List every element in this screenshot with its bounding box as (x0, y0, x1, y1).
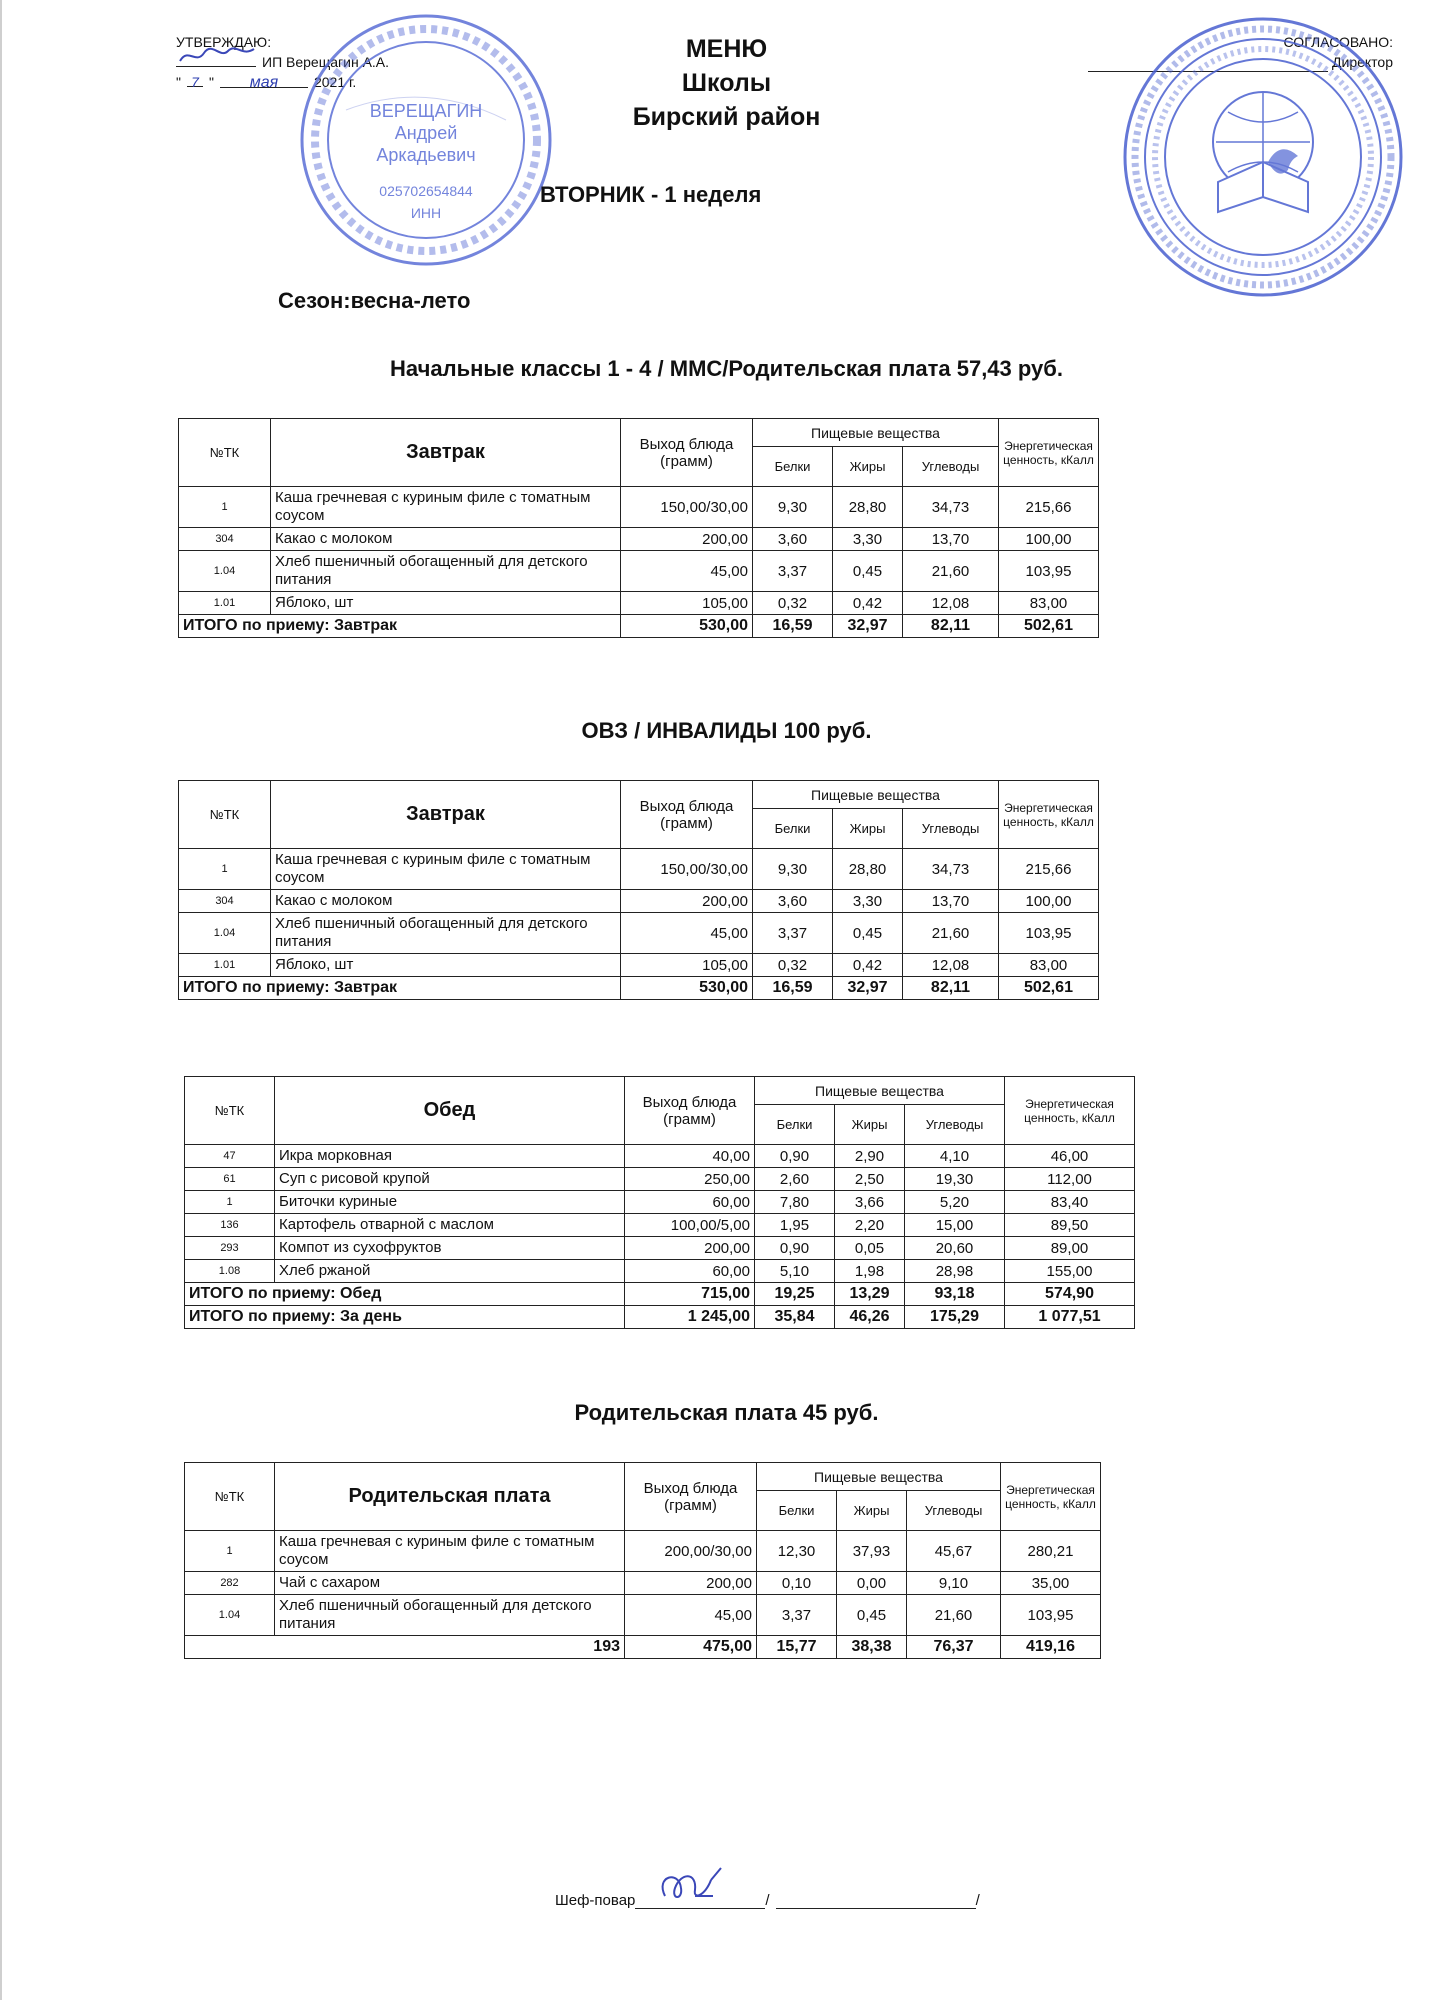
cell-energy: 46,00 (1005, 1145, 1135, 1168)
cell-output: 200,00 (621, 528, 753, 551)
cell-no: 1.01 (179, 954, 271, 977)
cell-proteins: 9,30 (753, 849, 833, 890)
table-row (179, 849, 1099, 890)
cell-carbs: 28,98 (905, 1260, 1005, 1283)
col-energy: Энергетическая ценность, кКалл (999, 419, 1099, 487)
cell-name: Хлеб пшеничный обогащенный для детского питания (271, 913, 621, 954)
approve-label: УТВЕРЖДАЮ: (176, 34, 272, 50)
cell-carbs: 4,10 (905, 1145, 1005, 1168)
col-nutrients: Пищевые вещества (753, 781, 999, 809)
cell-fats: 1,98 (835, 1260, 905, 1283)
section-heading-parental: Родительская плата 45 руб. (574, 1400, 879, 1425)
total-label: 193 (185, 1636, 625, 1659)
day-total-energy: 1 077,51 (1005, 1306, 1135, 1329)
total-proteins: 16,59 (753, 977, 833, 1000)
cell-fats: 3,66 (835, 1191, 905, 1214)
table-row (185, 1214, 1135, 1237)
cell-name: Хлеб пшеничный обогащенный для детского питания (275, 1595, 625, 1636)
total-output: 475,00 (625, 1636, 757, 1659)
cell-energy: 280,21 (1001, 1531, 1101, 1572)
col-output: Выход блюда (грамм) (625, 1077, 755, 1145)
table-row (185, 1531, 1101, 1572)
table-row (179, 954, 1099, 977)
meal-title: Завтрак (271, 781, 621, 849)
cell-energy: 215,66 (999, 849, 1099, 890)
cell-carbs: 34,73 (903, 487, 999, 528)
col-proteins: Белки (755, 1105, 835, 1145)
title-line-2: Школы (681, 69, 772, 97)
cell-carbs: 19,30 (905, 1168, 1005, 1191)
total-energy: 574,90 (1005, 1283, 1135, 1306)
col-proteins: Белки (753, 809, 833, 849)
header-row (179, 781, 1099, 809)
cell-output: 250,00 (625, 1168, 755, 1191)
table-row (179, 551, 1099, 592)
cell-proteins: 9,30 (753, 487, 833, 528)
col-nutrients: Пищевые вещества (753, 419, 999, 447)
cell-output: 200,00 (625, 1237, 755, 1260)
cell-name: Какао с молоком (271, 890, 621, 913)
cell-proteins: 0,32 (753, 592, 833, 615)
col-carbs: Углеводы (903, 809, 999, 849)
cell-fats: 0,42 (833, 954, 903, 977)
agree-label: СОГЛАСОВАНО: (1283, 34, 1393, 50)
header-row (179, 419, 1099, 447)
col-energy: Энергетическая ценность, кКалл (999, 781, 1099, 849)
cell-name: Каша гречневая с куриным филе с томатным соусом (271, 849, 621, 890)
chef-slash-end: / (975, 1892, 980, 1909)
total-proteins: 19,25 (755, 1283, 835, 1306)
cell-output: 45,00 (625, 1595, 757, 1636)
cell-output: 45,00 (621, 913, 753, 954)
cell-output: 105,00 (621, 592, 753, 615)
cell-carbs: 15,00 (905, 1214, 1005, 1237)
season-heading: Сезон:весна-лето (278, 288, 471, 313)
col-carbs: Углеводы (903, 447, 999, 487)
cell-name: Яблоко, шт (271, 954, 621, 977)
col-proteins: Белки (757, 1491, 837, 1531)
cell-no: 61 (185, 1168, 275, 1191)
table-row (185, 1572, 1101, 1595)
col-fats: Жиры (833, 809, 903, 849)
total-energy: 502,61 (999, 977, 1099, 1000)
stamp-inn-label: ИНН (410, 205, 442, 221)
total-fats: 32,97 (833, 615, 903, 638)
cell-proteins: 3,60 (753, 890, 833, 913)
cell-fats: 0,05 (835, 1237, 905, 1260)
total-row (185, 1283, 1135, 1306)
cell-output: 105,00 (621, 954, 753, 977)
date-day: 7 (187, 72, 203, 87)
cell-carbs: 20,60 (905, 1237, 1005, 1260)
cell-name: Икра морковная (275, 1145, 625, 1168)
cell-fats: 3,30 (833, 528, 903, 551)
table-row (185, 1191, 1135, 1214)
cell-fats: 2,50 (835, 1168, 905, 1191)
cell-name: Каша гречневая с куриным филе с томатным соусом (271, 487, 621, 528)
cell-output: 60,00 (625, 1191, 755, 1214)
menu-table-primary-breakfast (178, 418, 1099, 638)
day-total-fats: 46,26 (835, 1306, 905, 1329)
col-energy: Энергетическая ценность, кКалл (1001, 1463, 1101, 1531)
col-energy: Энергетическая ценность, кКалл (1005, 1077, 1135, 1145)
cell-energy: 100,00 (999, 890, 1099, 913)
cell-energy: 83,00 (999, 592, 1099, 615)
col-fats: Жиры (837, 1491, 907, 1531)
date-quote-open: " (176, 74, 181, 90)
school-seal-icon (1118, 12, 1408, 302)
col-fats: Жиры (835, 1105, 905, 1145)
col-fats: Жиры (833, 447, 903, 487)
day-total-proteins: 35,84 (755, 1306, 835, 1329)
meal-title: Родительская плата (275, 1463, 625, 1531)
school-stamp (1118, 12, 1408, 302)
cell-carbs: 21,60 (907, 1595, 1001, 1636)
day-total-output: 1 245,00 (625, 1306, 755, 1329)
date-year: 2021 г. (313, 74, 357, 90)
cell-output: 60,00 (625, 1260, 755, 1283)
col-no: №ТК (179, 781, 271, 849)
cell-fats: 0,42 (833, 592, 903, 615)
total-label: ИТОГО по приему: Завтрак (179, 977, 621, 1000)
chef-signature-line (635, 1890, 765, 1909)
stamp-line-1: ВЕРЕЩАГИН (369, 101, 483, 121)
total-label: ИТОГО по приему: Завтрак (179, 615, 621, 638)
cell-name: Картофель отварной с маслом (275, 1214, 625, 1237)
col-carbs: Углеводы (905, 1105, 1005, 1145)
cell-fats: 28,80 (833, 849, 903, 890)
chef-slash: / (765, 1892, 770, 1909)
total-label: ИТОГО по приему: Обед (185, 1283, 625, 1306)
total-proteins: 15,77 (757, 1636, 837, 1659)
section-heading-ovz: ОВЗ / ИНВАЛИДЫ 100 руб. (581, 718, 872, 743)
table-row (179, 528, 1099, 551)
total-output: 530,00 (621, 977, 753, 1000)
cell-no: 1.04 (179, 551, 271, 592)
day-total-row (185, 1306, 1135, 1329)
cell-fats: 0,00 (837, 1572, 907, 1595)
cell-name: Хлеб пшеничный обогащенный для детского питания (271, 551, 621, 592)
cell-no: 1.01 (179, 592, 271, 615)
total-carbs: 82,11 (903, 977, 999, 1000)
cell-output: 40,00 (625, 1145, 755, 1168)
cell-no: 1 (179, 487, 271, 528)
col-proteins: Белки (753, 447, 833, 487)
total-fats: 32,97 (833, 977, 903, 1000)
header-row (185, 1077, 1135, 1105)
cell-output: 45,00 (621, 551, 753, 592)
approver-name: ИП Верещагин А.А. (262, 54, 390, 70)
total-row (179, 977, 1099, 1000)
cell-no: 47 (185, 1145, 275, 1168)
chef-signature-block (555, 1890, 980, 1909)
cell-fats: 3,30 (833, 890, 903, 913)
total-fats: 38,38 (837, 1636, 907, 1659)
cell-energy: 35,00 (1001, 1572, 1101, 1595)
cell-energy: 100,00 (999, 528, 1099, 551)
cell-fats: 0,45 (837, 1595, 907, 1636)
cell-carbs: 45,67 (907, 1531, 1001, 1572)
section-heading-primary: Начальные классы 1 - 4 / ММС/Родительская плата 57,43 руб. (390, 356, 1063, 381)
total-carbs: 82,11 (903, 615, 999, 638)
cell-proteins: 2,60 (755, 1168, 835, 1191)
date-month: мая (220, 73, 308, 88)
cell-proteins: 0,32 (753, 954, 833, 977)
cell-no: 304 (179, 528, 271, 551)
total-energy: 502,61 (999, 615, 1099, 638)
cell-output: 150,00/30,00 (621, 487, 753, 528)
total-output: 715,00 (625, 1283, 755, 1306)
table-row (179, 913, 1099, 954)
col-output: Выход блюда (грамм) (621, 419, 753, 487)
cell-name: Каша гречневая с куриным филе с томатным соусом (275, 1531, 625, 1572)
total-carbs: 93,18 (905, 1283, 1005, 1306)
cell-output: 150,00/30,00 (621, 849, 753, 890)
chef-label: Шеф-повар (555, 1892, 636, 1909)
meal-title: Обед (275, 1077, 625, 1145)
cell-name: Яблоко, шт (271, 592, 621, 615)
cell-carbs: 12,08 (903, 592, 999, 615)
title-line-3: Бирский район (632, 103, 821, 131)
col-nutrients: Пищевые вещества (757, 1463, 1001, 1491)
cell-fats: 0,45 (833, 913, 903, 954)
cell-name: Какао с молоком (271, 528, 621, 551)
cell-no: 1 (179, 849, 271, 890)
cell-fats: 37,93 (837, 1531, 907, 1572)
day-total-carbs: 175,29 (905, 1306, 1005, 1329)
cell-carbs: 13,70 (903, 528, 999, 551)
cell-no: 136 (185, 1214, 275, 1237)
date-quote-close: " (208, 74, 214, 90)
cell-output: 100,00/5,00 (625, 1214, 755, 1237)
cell-energy: 83,40 (1005, 1191, 1135, 1214)
meal-title: Завтрак (271, 419, 621, 487)
scan-edge (0, 0, 2, 2000)
agree-role: Директор (1332, 54, 1393, 70)
col-nutrients: Пищевые вещества (755, 1077, 1005, 1105)
cell-energy: 103,95 (999, 551, 1099, 592)
total-fats: 13,29 (835, 1283, 905, 1306)
cell-proteins: 3,37 (753, 551, 833, 592)
menu-table-parental (184, 1462, 1101, 1659)
cell-carbs: 9,10 (907, 1572, 1001, 1595)
table-row (185, 1237, 1135, 1260)
cell-no: 1.04 (185, 1595, 275, 1636)
cell-fats: 28,80 (833, 487, 903, 528)
total-proteins: 16,59 (753, 615, 833, 638)
col-carbs: Углеводы (907, 1491, 1001, 1531)
cell-output: 200,00/30,00 (625, 1531, 757, 1572)
title-line-1: МЕНЮ (685, 35, 768, 63)
cell-carbs: 13,70 (903, 890, 999, 913)
table-row (185, 1145, 1135, 1168)
cell-proteins: 3,37 (757, 1595, 837, 1636)
chef-name-line (776, 1890, 976, 1909)
cell-no: 1.04 (179, 913, 271, 954)
cell-carbs: 34,73 (903, 849, 999, 890)
header-row (185, 1463, 1101, 1491)
cell-energy: 103,95 (999, 913, 1099, 954)
cell-energy: 89,00 (1005, 1237, 1135, 1260)
cell-proteins: 0,90 (755, 1145, 835, 1168)
cell-no: 1.08 (185, 1260, 275, 1283)
cell-carbs: 21,60 (903, 551, 999, 592)
table-row (179, 890, 1099, 913)
cell-energy: 215,66 (999, 487, 1099, 528)
cell-fats: 0,45 (833, 551, 903, 592)
cell-fats: 2,90 (835, 1145, 905, 1168)
cell-no: 304 (179, 890, 271, 913)
cell-proteins: 7,80 (755, 1191, 835, 1214)
cell-proteins: 5,10 (755, 1260, 835, 1283)
cell-energy: 103,95 (1001, 1595, 1101, 1636)
cell-proteins: 3,37 (753, 913, 833, 954)
total-energy: 419,16 (1001, 1636, 1101, 1659)
cell-name: Хлеб ржаной (275, 1260, 625, 1283)
cell-name: Чай с сахаром (275, 1572, 625, 1595)
table-row (185, 1260, 1135, 1283)
cell-no: 282 (185, 1572, 275, 1595)
col-no: №ТК (185, 1463, 275, 1531)
cell-energy: 112,00 (1005, 1168, 1135, 1191)
day-heading: ВТОРНИК - 1 неделя (540, 182, 762, 207)
stamp-line-3: Аркадьевич (376, 145, 476, 165)
cell-proteins: 0,90 (755, 1237, 835, 1260)
cell-energy: 155,00 (1005, 1260, 1135, 1283)
chef-signature-icon (635, 1866, 765, 1906)
cell-name: Биточки куриные (275, 1191, 625, 1214)
cell-no: 1 (185, 1191, 275, 1214)
total-carbs: 76,37 (907, 1636, 1001, 1659)
day-total-label: ИТОГО по приему: За день (185, 1306, 625, 1329)
menu-table-ovz-lunch (184, 1076, 1135, 1329)
table-row (185, 1168, 1135, 1191)
menu-table-ovz-breakfast (178, 780, 1099, 1000)
total-row (179, 615, 1099, 638)
cell-output: 200,00 (621, 890, 753, 913)
cell-proteins: 12,30 (757, 1531, 837, 1572)
table-row (179, 487, 1099, 528)
col-no: №ТК (179, 419, 271, 487)
cell-energy: 89,50 (1005, 1214, 1135, 1237)
table-row (179, 592, 1099, 615)
cell-fats: 2,20 (835, 1214, 905, 1237)
cell-proteins: 0,10 (757, 1572, 837, 1595)
col-output: Выход блюда (грамм) (625, 1463, 757, 1531)
cell-output: 200,00 (625, 1572, 757, 1595)
cell-proteins: 3,60 (753, 528, 833, 551)
stamp-inn-number: 025702654844 (379, 183, 473, 199)
col-no: №ТК (185, 1077, 275, 1145)
cell-carbs: 21,60 (903, 913, 999, 954)
cell-carbs: 12,08 (903, 954, 999, 977)
cell-proteins: 1,95 (755, 1214, 835, 1237)
cell-energy: 83,00 (999, 954, 1099, 977)
cell-no: 293 (185, 1237, 275, 1260)
total-output: 530,00 (621, 615, 753, 638)
table-row (185, 1595, 1101, 1636)
cell-carbs: 5,20 (905, 1191, 1005, 1214)
cell-no: 1 (185, 1531, 275, 1572)
total-row (185, 1636, 1101, 1659)
col-output: Выход блюда (грамм) (621, 781, 753, 849)
stamp-line-2: Андрей (394, 123, 458, 143)
cell-name: Суп с рисовой крупой (275, 1168, 625, 1191)
cell-name: Компот из сухофруктов (275, 1237, 625, 1260)
